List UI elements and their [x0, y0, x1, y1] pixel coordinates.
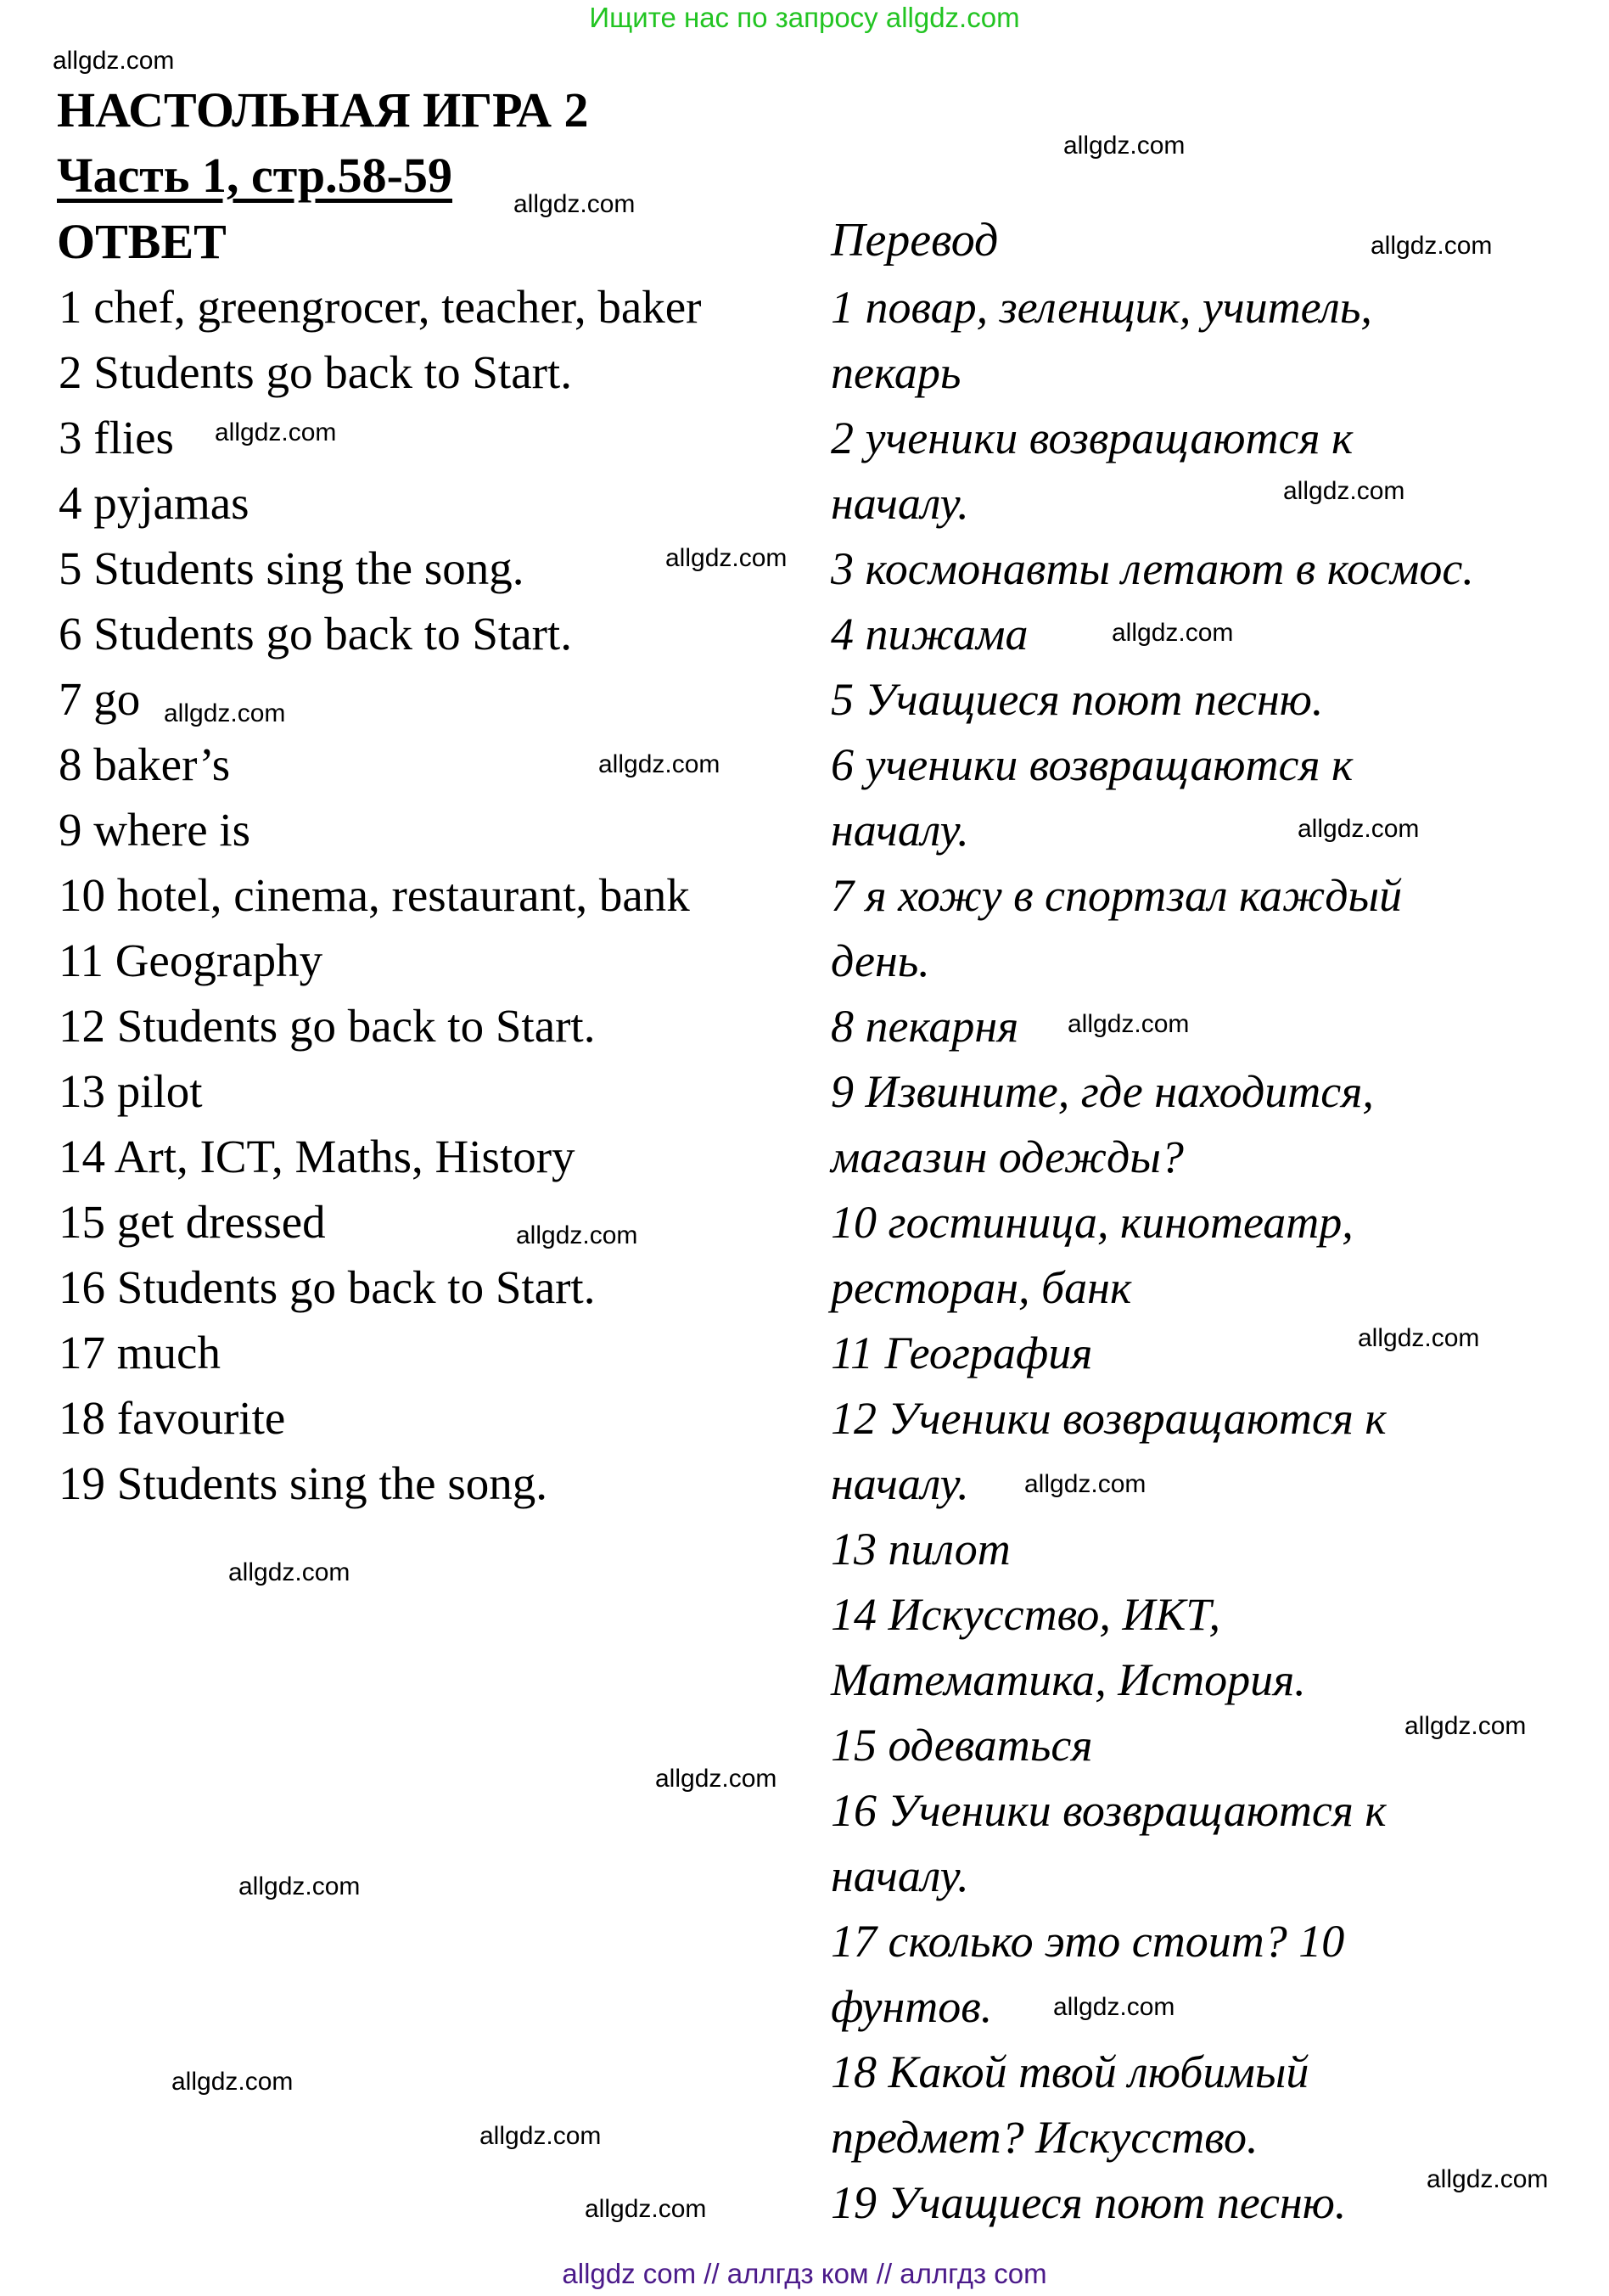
watermark-text: allgdz.com	[1371, 232, 1493, 260]
translation-line: 16 Ученики возвращаются к	[831, 1785, 1387, 1836]
top-banner-link[interactable]: Ищите нас по запросу allgdz.com	[589, 2, 1020, 33]
translation-line: началу.	[831, 805, 969, 856]
watermark-text: allgdz.com	[513, 190, 636, 218]
bottom-banner-link[interactable]: allgdz com // аллгдз ком // аллгдз com	[562, 2258, 1047, 2289]
watermark-text: allgdz.com	[1068, 1010, 1190, 1038]
watermark-text: allgdz.com	[164, 699, 286, 727]
translation-line: день.	[831, 935, 930, 986]
watermark-text: allgdz.com	[1053, 1993, 1175, 2021]
watermark-text: allgdz.com	[1063, 132, 1186, 160]
watermark-text: allgdz.com	[598, 750, 720, 778]
watermark-text: allgdz.com	[215, 418, 337, 446]
answer-item: 17 much	[59, 1327, 221, 1378]
translation-line: Математика, История.	[831, 1654, 1306, 1705]
watermark-text: allgdz.com	[1404, 1712, 1527, 1740]
translation-line: 3 космонавты летают в космос.	[831, 543, 1474, 594]
translation-line: 11 География	[831, 1328, 1093, 1378]
translation-line: фунтов.	[831, 1981, 993, 2032]
answer-item: 19 Students sing the song.	[59, 1457, 547, 1509]
answer-item: 14 Art, ICT, Maths, History	[59, 1131, 575, 1182]
translation-line: 19 Учащиеся поют песню.	[831, 2177, 1347, 2228]
translation-line: 6 ученики возвращаются к	[831, 739, 1354, 790]
translation-line: 12 Ученики возвращаются к	[831, 1393, 1387, 1444]
translation-line: 17 сколько это стоит? 10	[831, 1916, 1345, 1967]
translation-line: 10 гостиница, кинотеатр,	[831, 1197, 1354, 1248]
watermark-text: allgdz.com	[1112, 619, 1234, 647]
translation-line: 5 Учащиеся поют песню.	[831, 674, 1324, 725]
translation-line: 14 Искусство, ИКТ,	[831, 1589, 1221, 1640]
translation-line: предмет? Искусство.	[831, 2112, 1259, 2163]
answer-item: 1 chef, greengrocer, teacher, baker	[59, 281, 702, 333]
answer-item: 6 Students go back to Start.	[59, 608, 572, 660]
translation-line: 4 пижама	[831, 609, 1029, 660]
page-subtitle: Часть 1, стр.58-59	[57, 148, 452, 203]
translation-line: 18 Какой твой любимый	[831, 2046, 1309, 2097]
watermark-text: allgdz.com	[479, 2122, 602, 2150]
watermark-text: allgdz.com	[1298, 815, 1420, 843]
translation-line: магазин одежды?	[831, 1131, 1184, 1182]
watermark-text: allgdz.com	[585, 2195, 707, 2223]
translation-line: началу.	[831, 1850, 969, 1901]
watermark-text: allgdz.com	[516, 1221, 638, 1249]
translation-line: пекарь	[831, 347, 961, 398]
answers-header: ОТВЕТ	[57, 214, 227, 269]
answer-item: 4 pyjamas	[59, 477, 249, 529]
watermark-text: allgdz.com	[655, 1765, 777, 1793]
watermark-text: allgdz.com	[1358, 1324, 1480, 1352]
translation-line: 9 Извините, где находится,	[831, 1066, 1374, 1117]
answer-item: 9 where is	[59, 804, 251, 856]
watermark-text: allgdz.com	[171, 2068, 294, 2096]
page-title: НАСТОЛЬНАЯ ИГРА 2	[57, 82, 589, 138]
translation-line: 13 пилот	[831, 1524, 1011, 1575]
answer-item: 13 pilot	[59, 1065, 203, 1117]
translation-line: 2 ученики возвращаются к	[831, 413, 1354, 463]
translation-line: 8 пекарня	[831, 1001, 1019, 1052]
answer-item: 2 Students go back to Start.	[59, 346, 572, 398]
answer-item: 16 Students go back to Start.	[59, 1261, 596, 1313]
watermark-text: allgdz.com	[1283, 477, 1405, 505]
answer-item: 5 Students sing the song.	[59, 542, 524, 594]
answer-item: 12 Students go back to Start.	[59, 1000, 596, 1052]
watermark-text: allgdz.com	[53, 47, 175, 75]
answer-item: 15 get dressed	[59, 1196, 326, 1248]
watermark-text: allgdz.com	[1024, 1470, 1146, 1498]
answer-item: 18 favourite	[59, 1392, 286, 1444]
watermark-text: allgdz.com	[228, 1558, 350, 1586]
watermark-text: allgdz.com	[1427, 2165, 1549, 2193]
translation-line: началу.	[831, 1458, 969, 1509]
answer-item: 3 flies	[59, 412, 174, 463]
answer-item: 8 baker’s	[59, 738, 231, 790]
translation-line: ресторан, банк	[831, 1262, 1132, 1313]
answer-item: 10 hotel, cinema, restaurant, bank	[59, 869, 690, 921]
translation-line: 7 я хожу в спортзал каждый	[831, 870, 1403, 921]
translation-line: 15 одеваться	[831, 1720, 1093, 1771]
translation-line: 1 повар, зеленщик, учитель,	[831, 282, 1372, 333]
translation-header: Перевод	[831, 214, 999, 267]
watermark-text: allgdz.com	[665, 544, 788, 572]
answer-item: 11 Geography	[59, 935, 323, 986]
answer-item: 7 go	[59, 673, 141, 725]
translation-line: началу.	[831, 478, 969, 529]
watermark-text: allgdz.com	[238, 1872, 361, 1900]
